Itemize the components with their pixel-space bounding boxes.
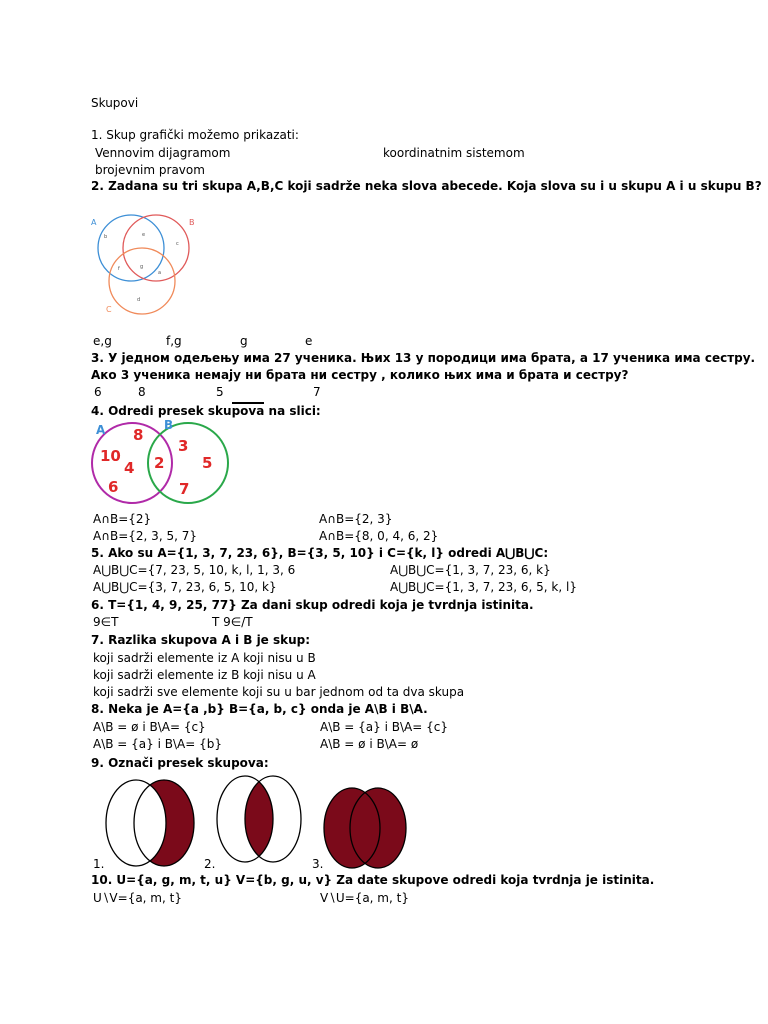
venn-label-a: A [96, 423, 106, 437]
q5-option-4[interactable]: A⋃B⋃C={1, 3, 7, 23, 6, 5, k, l} [390, 580, 577, 594]
venn-number: 10 [100, 447, 121, 465]
venn-number: 4 [124, 459, 135, 477]
q9-diagram-2[interactable] [215, 774, 307, 866]
q4-venn-diagram [88, 418, 238, 508]
q5-option-3[interactable]: A⋃B⋃C={3, 7, 23, 6, 5, 10, k} [93, 580, 277, 594]
venn-letter: b [104, 234, 108, 240]
venn-letter: e [142, 232, 146, 238]
q10-option-2[interactable]: V∖U={a, m, t} [320, 891, 409, 905]
q5-option-2[interactable]: A⋃B⋃C={1, 3, 7, 23, 6, k} [390, 563, 551, 577]
q8-option-2[interactable]: A\B = {a} i B\A= {c} [320, 720, 448, 734]
q9-diagram-3[interactable] [322, 785, 414, 871]
venn-circle-a [98, 215, 164, 281]
q4-question-part-1: 4. Odredi presek sku [91, 404, 232, 418]
q4-question [91, 404, 321, 419]
q3-option-3[interactable]: 5 [216, 385, 224, 399]
q6-option-1[interactable]: 9∈T [93, 615, 119, 629]
q2-venn-diagram [88, 208, 198, 320]
venn-letter: d [137, 297, 141, 303]
q8-option-3[interactable]: A\B = {a} i B\A= {b} [93, 737, 222, 751]
q9-label-1: 1. [93, 857, 105, 871]
q1-question: 1. Skup grafički možemo prikazati: [91, 128, 299, 142]
q7-question: 7. Razlika skupova A i B je skup: [91, 633, 311, 647]
venn-label-b: B [189, 218, 195, 227]
venn-label-a: A [91, 218, 97, 227]
q7-option-1[interactable]: koji sadrži elemente iz A koji nisu u B [93, 651, 316, 665]
q6-option-2[interactable]: T 9∈/T [212, 615, 253, 629]
q4-option-4[interactable]: A∩B={8, 0, 4, 6, 2} [319, 529, 439, 543]
q10-option-1[interactable]: U∖V={a, m, t} [93, 891, 182, 905]
venn-label-c: C [106, 305, 112, 314]
q3-option-1[interactable]: 6 [94, 385, 102, 399]
q9-label-3: 3. [312, 857, 324, 871]
q7-option-3[interactable]: koji sadrži sve elemente koji su u bar jednom od ta dva skupa [93, 685, 465, 699]
q2-option-4[interactable]: e [305, 334, 313, 348]
venn-letter: a [158, 270, 162, 276]
q2-option-3[interactable]: g [240, 334, 248, 348]
q5-option-1[interactable]: A⋃B⋃C={7, 23, 5, 10, k, l, 1, 3, 6 [93, 563, 296, 577]
q1-option-2[interactable]: koordinatnim sistemom [383, 146, 525, 160]
venn-number: 6 [108, 478, 119, 496]
q2-option-2[interactable]: f,g [166, 334, 182, 348]
q4-question-part-2: pova [231, 404, 265, 418]
page-title: Skupovi [91, 96, 139, 110]
q9-diagram-1[interactable] [104, 778, 196, 870]
venn-letter: f [118, 266, 120, 272]
q7-option-2[interactable]: koji sadrži elemente iz B koji nisu u A [93, 668, 316, 682]
venn-circle-b [123, 215, 189, 281]
q8-option-1[interactable]: A\B = ø i B\A= {c} [93, 720, 206, 734]
q4-option-3[interactable]: A∩B={2, 3, 5, 7} [93, 529, 197, 543]
q9-question: 9. Označi presek skupova: [91, 756, 269, 770]
q4-option-2[interactable]: A∩B={2, 3} [319, 512, 393, 526]
venn-number: 2 [154, 454, 165, 472]
q4-option-1[interactable]: A∩B={2} [93, 512, 152, 526]
q10-question: 10. U={a, g, m, t, u} V={b, g, u, v} Za date skupove odredi koja tvrdnja je istinita. [91, 873, 655, 887]
venn-letter: g [140, 264, 144, 270]
q5-question: 5. Ako su A={1, 3, 7, 23, 6}, B={3, 5, 10} i C={k, l} odredi A⋃B⋃C: [91, 546, 549, 560]
q4-question-part-3: na slici: [264, 404, 321, 418]
venn-letter: c [176, 241, 179, 247]
venn-number: 8 [133, 426, 144, 444]
q2-option-1[interactable]: e,g [93, 334, 112, 348]
q6-question: 6. T={1, 4, 9, 25, 77} Za dani skup odredi koja je tvrdnja istinita. [91, 598, 534, 612]
q1-option-1[interactable]: Vennovim dijagramom [95, 146, 231, 160]
venn-circle-c [109, 248, 175, 314]
q9-label-2: 2. [204, 857, 216, 871]
q8-option-4[interactable]: A\B = ø i B\A= ø [320, 737, 419, 751]
venn-label-b: B [164, 418, 174, 432]
q8-question: 8. Neka je A={a ,b} B={a, b, c} onda je A\B i B\A. [91, 702, 428, 716]
venn-number: 5 [202, 454, 213, 472]
q3-option-2[interactable]: 8 [138, 385, 146, 399]
q2-question: 2. Zadana su tri skupa A,B,C koji sadrže neka slova abecede. Koja slova su i u skupu A i u skupu B? [91, 179, 762, 193]
q3-question-line-2: Ако 3 ученика немају ни брата ни сестру , колико њих има и брата и сестру? [91, 368, 629, 382]
q1-option-3[interactable]: brojevnim pravom [95, 163, 205, 177]
venn-number: 7 [179, 480, 190, 498]
q3-question-line-1: 3. У једном одељењу има 27 ученика. Њих 13 у породици има брата, а 17 ученика има сестру. [91, 351, 756, 365]
venn-number: 3 [178, 437, 189, 455]
q3-option-4[interactable]: 7 [313, 385, 321, 399]
